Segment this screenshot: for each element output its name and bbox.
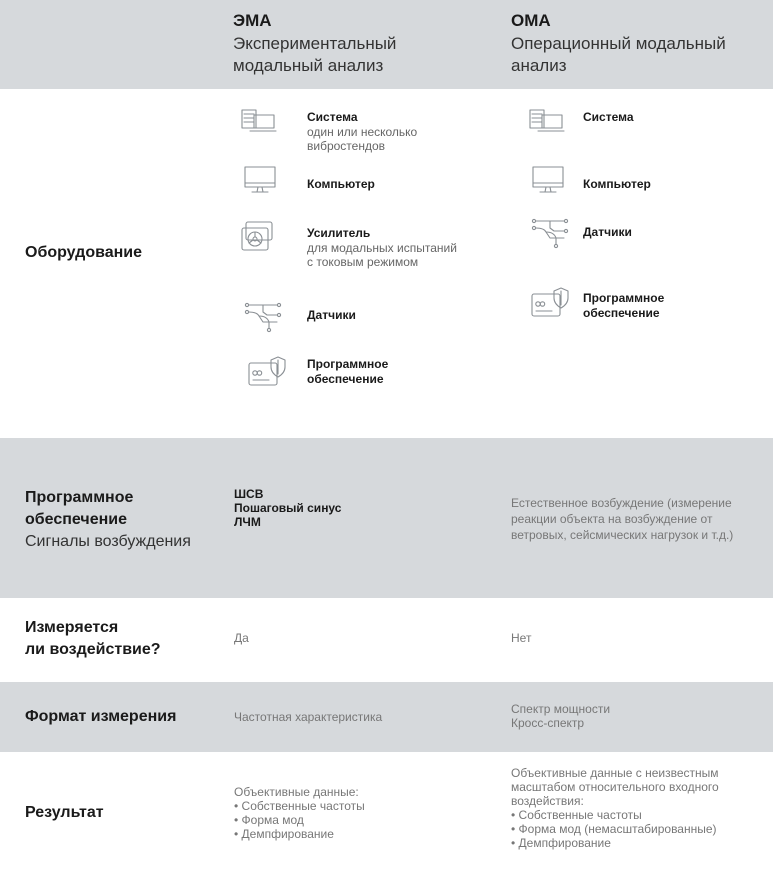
format-ema: Частотная характеристика <box>234 710 383 724</box>
format-oma-line2: Кросс-спектр <box>511 716 585 730</box>
format-oma-line1: Спектр мощности <box>511 702 611 716</box>
item-desc-line2: вибростендов <box>307 139 386 153</box>
ema-item-system <box>307 110 487 153</box>
oma-item-computer: Компьютер <box>583 177 651 191</box>
oma-item-system: Система <box>583 110 634 124</box>
ema-item-software <box>307 357 388 387</box>
software-icon <box>530 286 570 320</box>
result-ema <box>234 785 365 841</box>
item-desc-line1: для модальных испытаний <box>307 241 457 255</box>
result-line: воздействия: <box>511 794 584 808</box>
computer-icon <box>530 165 570 199</box>
ema-full-line1: Экспериментальный <box>233 34 397 53</box>
format-oma <box>511 702 610 730</box>
item-title-line2: обеспечение <box>307 372 384 386</box>
oma-abbr: ОМА <box>511 11 551 30</box>
result-line: Объективные данные: <box>234 785 359 799</box>
oma-signal-line3: ветровых, сейсмических нагрузок и т.д.) <box>511 528 734 542</box>
ema-item-sensors: Датчики <box>307 308 356 322</box>
system-icon <box>240 107 280 141</box>
item-title-line2: обеспечение <box>583 306 660 320</box>
result-line: • Форма мод <box>234 813 304 827</box>
item-desc-line2: с токовым режимом <box>307 255 419 269</box>
sensors-icon <box>530 216 570 250</box>
measured-oma: Нет <box>511 631 532 645</box>
software-label <box>25 487 230 553</box>
software-icon <box>247 355 287 389</box>
oma-header <box>511 11 771 77</box>
item-title: Усилитель <box>307 226 371 240</box>
measured-label-line2: ли воздействие? <box>25 641 161 658</box>
sensors-icon <box>243 300 283 334</box>
item-title-line1: Программное <box>583 291 665 305</box>
item-title-line1: Программное <box>307 357 389 371</box>
measured-label <box>25 617 161 661</box>
oma-full-line2: анализ <box>511 56 567 75</box>
measured-label-line1: Измеряется <box>25 619 119 636</box>
software-label-line3: Сигналы возбуждения <box>25 533 191 550</box>
result-line: масштабом относительного входного <box>511 780 719 794</box>
ema-abbr: ЭМА <box>233 11 272 30</box>
ema-item-amplifier <box>307 226 492 269</box>
system-icon <box>528 107 568 141</box>
equipment-label: Оборудование <box>25 244 143 261</box>
software-label-line2: обеспечение <box>25 511 127 528</box>
format-label: Формат измерения <box>25 708 177 725</box>
oma-item-software <box>583 291 664 321</box>
oma-signal-line2: реакции объекта на возбуждение от <box>511 512 713 526</box>
result-line: • Собственные частоты <box>234 799 365 813</box>
item-desc-line1: один или несколько <box>307 125 418 139</box>
item-title: Система <box>307 110 358 124</box>
result-line: Объективные данные с неизвестным <box>511 766 719 780</box>
result-line: • Форма мод (немасштабированные) <box>511 822 717 836</box>
measured-ema: Да <box>234 631 249 645</box>
result-line: • Собственные частоты <box>511 808 642 822</box>
result-line: • Демпфирование <box>511 836 611 850</box>
oma-signal-line1: Естественное возбуждение (измерение <box>511 496 732 510</box>
ema-item-computer: Компьютер <box>307 177 375 191</box>
amplifier-icon <box>240 220 280 254</box>
signal-item: ШСВ <box>234 487 264 501</box>
signal-item: ЛЧМ <box>234 515 261 529</box>
result-label: Результат <box>25 804 104 821</box>
computer-icon <box>242 165 282 199</box>
signal-item: Пошаговый синус <box>234 501 342 515</box>
ema-header <box>233 11 493 77</box>
ema-full-line2: модальный анализ <box>233 56 384 75</box>
result-line: • Демпфирование <box>234 827 334 841</box>
oma-full-line1: Операционный модальный <box>511 34 726 53</box>
result-oma <box>511 766 773 850</box>
software-oma <box>511 495 773 543</box>
software-ema <box>234 487 341 529</box>
oma-item-sensors: Датчики <box>583 225 632 239</box>
software-label-line1: Программное <box>25 489 134 506</box>
